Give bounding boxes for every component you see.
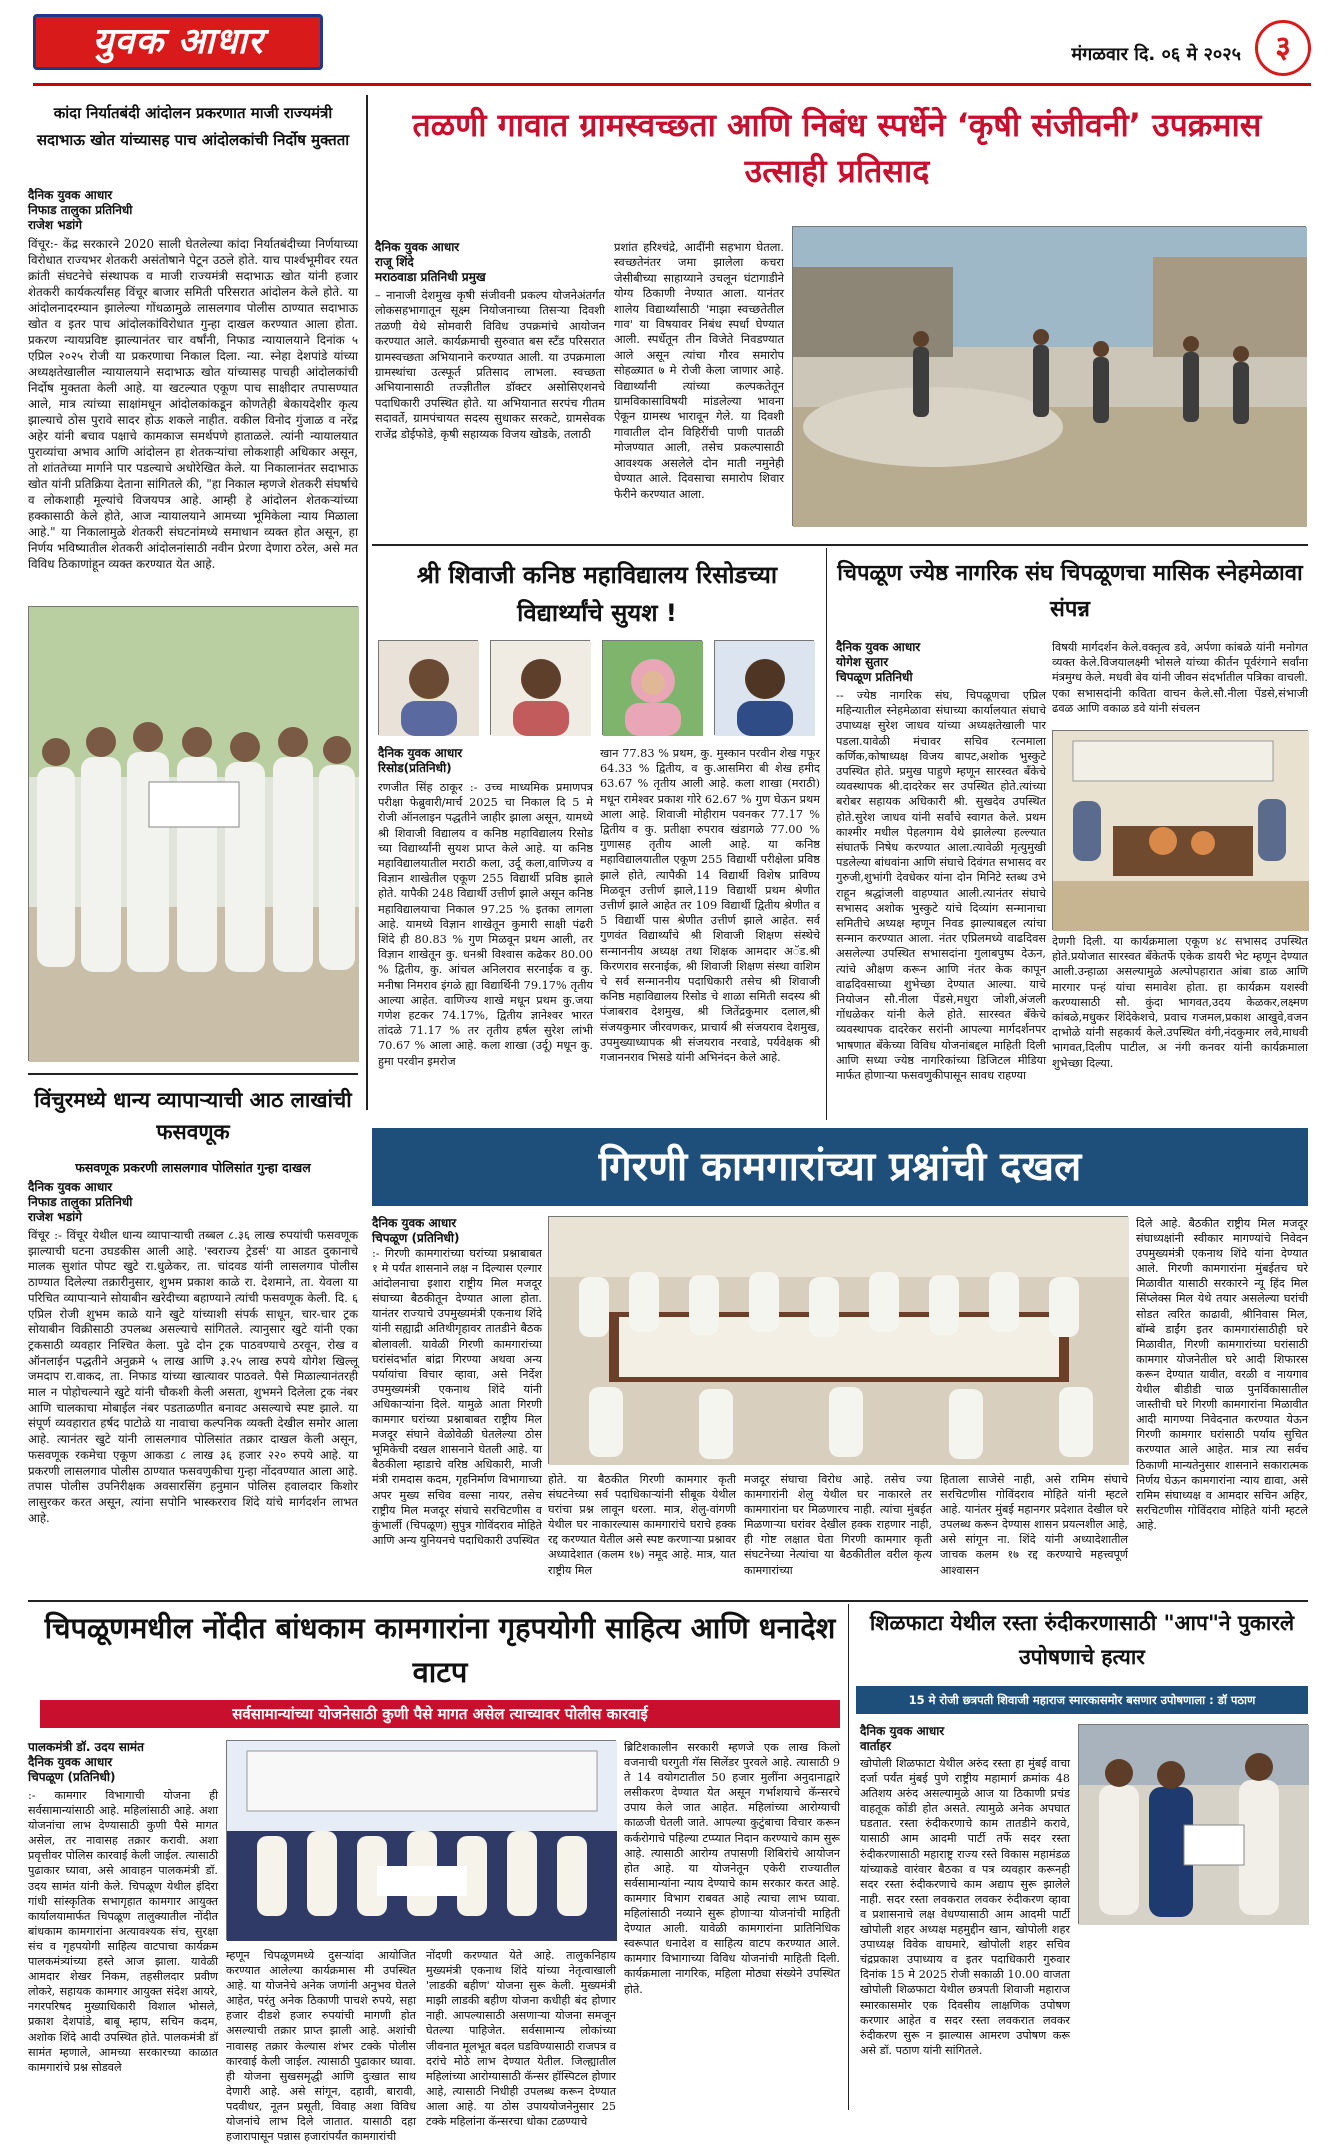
shivaji-body-1: रणजीत सिंह ठाकूर :- उच्च माध्यमिक प्रमाणपत्र परीक्षा फेब्रुवारी/मार्च 2025 चा निकाल दि 5 मे रोजी ऑनलाइन पद्धतीने जाहीर झाला असून, यामध्ये श्री शिवाजी विद्यालय व कनिष्ठ महाविद्यालय रिसोड च्या विद्यार्थ्यांनी सुयश प्राप्त केले आहे. या कनिष्ठ महाविद्यालयातील मराठी कला, उर्दू कला,वाणिज्य व विज्ञान शाखेतील एकूण 255 विद्यार्थी प्रविष्ठ झाले होते. यापैकी 248 विद्यार्थी उत्तीर्ण झाले असून कनिष्ठ महाविद्यालयाचा निकाल 97.25 % इतका लागला आहे. यामध्ये विज्ञान शाखेतून कुमारी साक्षी पंढरी शिंदे ही 80.83 % गुण मिळवून प्रथम आली, तर विज्ञान शाखेतून कु. धनश्री विश्वास कढेकर 80.00 % द्वितीय, कु. आंचल अनिलराव सरनाईक व कु. मनीषा निमराव इंगळे ह्या विद्यार्थिनी 79.17% तृतीय आल्या आहेत. वाणिज्य शाखे मधून प्रथम कु.जया गणेश हटकर 74.17%, द्वितीय ज्ञानेश्वर भारत तांदळे 71.17 % तर तृतीय हर्षल सुरेश लांभी 70.67 % आला आहे. कला शाखा (उर्दू) मधून कु. हुमा परवीन इमरोज [378, 781, 593, 1068]
student-3-image [603, 641, 703, 736]
girni-body-5: दिले आहे. बैठकीत राष्ट्रीय मिल मजदूर संघाध्यक्षांनी स्वीकार मागण्यांचे निवेदन उपमुख्यमंत्री एकनाथ शिंदे यांना देण्यात आले. गिरणी कामगारांना मुंबईतच घरे मिळावीत यासाठी सरकारने न्यू हिंद मिल सिंप्लेक्स मिल येथे तयार असलेल्या घरांची सोडत त्वरित काढावी, श्रीनिवास मिल, बॉम्बे डाईंग इतर कामगारांसाठीही घरे मिळावीत, गिरणी कामगारांच्या घरांसाठी कामगार योजनेतील घरे आदी शिफारस करून देण्यात यावीत, वरळी व नायगाव येथील बीडीडी चाळ पुनर्विकासातील जास्तीची घरे गिरणी कामगारांना मिळावीत आदी मागण्या निवेदनात करण्यात येऊन गिरणी कामगार घरांसाठी पर्याय सुचित करण्यात आले आहेत. मात्र त्या सर्वच ठिकाणी मान्यतेनुसार शासनाने सकारात्मक निर्णय घेऊन कामगारांना न्याय द्यावा, असे रामिम संघाध्यक्ष व आमदार सचिन अहिर, सरचिटणीस गोविंदराव मोहिते यांनी म्हटले आहे. [1136, 1217, 1308, 1532]
shilphata-headline: शिळफाटा येथील रस्ता रुंदीकरणासाठी "आप"ने पुकारले उपोषणाचे हत्यार [869, 1611, 1295, 1669]
talani-byline: दैनिक युवक आधार राजू शिंदे मराठवाडा प्रतिनिधी प्रमुख [375, 240, 486, 284]
student-photo-1 [378, 640, 478, 735]
chiplun-bandhkam-headline: चिपळूणमधील नोंदीत बांधकाम कामगारांना गृहपयोगी साहित्य आणि धनादेश वाटप [44, 1611, 836, 1689]
group-photo [28, 606, 358, 1061]
girni-body-1: :- गिरणी कामगारांच्या घरांच्या प्रश्नाबाबत १ मे पर्यंत शासनाने लक्ष न दिल्यास एल्गार आंदोलनाचा इशारा राष्ट्रीय मिल मजदूर संघाच्या बैठकीतून देण्यात आला होता. यानंतर राज्याचे उपमुख्यमंत्री एकनाथ शिंदे यांनी सह्याद्री अतिथीगृहावर तातडीने बैठक बोलावली. यावेळी गिरणी कामगारांच्या घरांसंदर्भात बांद्रा गिरण्या अथवा अन्य पर्यायांचा विचार व्हावा, असे निर्देश उपमुख्यमंत्री एकनाथ शिंदे यांनी अधिकाऱ्यांना दिले. यामुळे आता गिरणी कामगार घरांच्या प्रश्नाबाबत राष्ट्रीय मिल मजदूर संघाने वेळोवेळी घेतलेल्या ठोस भूमिकेची दखल शासनाने घेतली आहे. या बैठकीला म्हाडाचे वरिष्ठ अधिकारी, माजी मंत्री रामदास कदम, गृहनिर्माण विभागाच्या अपर मुख्य सचिव वल्सा नायर, तसेच राष्ट्रीय मिल मजदूर संघाचे सरचिटणीस व कुंभार्ली (चिपळूण) सुपुत्र गोविंदराव मोहिते आणि अन्य युनियनचे पदाधिकारी उपस्थित [372, 1247, 542, 1547]
girni-body-2: होते. या बैठकीत गिरणी कामगार कृती संघटनेच्या सर्व पदाधिकाऱ्यांनी सीबूक येथील घरांचा प्रश्न लावून धरला. मात्र, शेलु-वांगणी येथील घर नाकारल्यास कामगारांचे घराचे हक्क रद्द करण्यात येतील असे स्पष्ट करणाऱ्या प्रश्नावर अध्यादेशात (कलम १७) नमूद आहे. मात्र, यात राष्ट्रीय मिल [548, 1473, 736, 1577]
girni-headline: गिरणी कामगारांच्या प्रश्नांची दखल [372, 1128, 1308, 1206]
girni-body-4: हिताला साजेसे नाही, असे रामिम संघाचे सरचिटणीस गोविंदराव मोहिते यांनी म्हटले आहे. यानंतर मुंबई महानगर प्रदेशात देखील घरे उपलब्ध करून देण्यास शासन प्रयत्नशील आहे, असे सांगून ना. शिंदे यांनी अध्यादेशातील जाचक कलम १७ रद्द करण्याचे महत्त्वपूर्ण आश्वासन [940, 1473, 1128, 1577]
student-photo-3 [602, 640, 702, 735]
talani-body-1: – नानाजी देशमुख कृषी संजीवनी प्रकल्प योजनेअंतर्गत लोकसहभागातून सूक्ष्म नियोजनाच्या तिसऱ्या दिवशी तळणी येथे सोमवारी विविध उपक्रमांचे आयोजन करण्यात आले. कार्यक्रमाची सुरुवात बस स्टँड परिसरात ग्रामस्वच्छता अभियानाने करण्यात आली. या उपक्रमाला ग्रामस्थांचा उत्स्फूर्त प्रतिसाद लाभला. स्वच्छता अभियानासाठी तज्ज्ञीतील डॉक्टर असोसिएशनचे पदाधिकारी उपस्थित होते. या अभियानात सरपंच गीतम सदावर्ते, ग्रामपंचायत सदस्य सुधाकर सरकटे, ग्रामसेवक राजेंद्र डोईफोडे, कृषी सहाय्यक विजय खोडके, तलाठी [375, 288, 605, 441]
shilphata-memorandum-photo [1078, 1724, 1308, 1924]
page-number: ३ [1255, 20, 1311, 76]
chiplun-bandhkam-body-1: :- कामगार विभागाची योजना ही सर्वसामान्यांसाठी आहे. महिलांसाठी आहे. अशा योजनांचा लाभ देण्यासाठी कुणी पैसे मागत असेल, तर नावासह तक्रार करावी. अशा प्रवृत्तीवर पोलिस कारवाई केली जाईल. त्यासाठी पुढाकार घ्यावा, असे आवाहन पालकमंत्री डॉ. उदय सामंत यांनी केले. चिपळूण येथील इंदिरा गांधी सांस्कृतिक सभागृहात कामगार आयुक्त कार्यालयामार्फत चिपळूण तालुक्यातील नोंदीत बांधकाम कामगारांना अत्यावश्यक संच, सुरक्षा संच व गृहपयोगी साहित्य वाटपाचा कार्यक्रम पालकमंत्र्यांच्या हस्ते आज झाला. यावेळी आमदार शेखर निकम, तहसीलदार प्रवीण लोकरे, सहायक कामगार आयुक्त संदेश आयरे, नगरपरिषद मुख्याधिकारी विशाल भोसले, प्रकाश देशपांडे, बाबू म्हाप, सचिन कदम, अशोक शिंदे आदी उपस्थित होते. पालकमंत्री डॉ सामंत म्हणाले, आमच्या सरकारच्या काळात कामगारांचे प्रश्न सोडवले [28, 1789, 218, 2074]
girni-meeting-photo [548, 1216, 1128, 1464]
vinchur-fraud-headline: विंचुरमध्ये धान्य व्यापाऱ्याची आठ लाखांची फसवणूक [34, 1088, 352, 1144]
newspaper-logo: युवक आधार [33, 14, 323, 70]
vinchur-fraud-body: विंचूर :- विंचूर येथील धान्य व्यापाऱ्याची तब्बल ८.३६ लाख रुपयांची फसवणूक झाल्याची घटना उघडकीस आली आहे. 'स्वराज्य ट्रेडर्स' या आडत दुकानाचे मालक सुशांत पोपट खुटे रा.धुळेकर, ता. चांदवड यांनी लासलगाव पोलीस ठाण्यात दिलेल्या तक्रारीनुसार, शुभम प्रकाश काळे रा. देशमाने, ता. येवला या परिचित व्यापाऱ्याने सोयाबीन खरेदीच्या बहाण्याने त्यांची फसवणूक केली. दि. ६ एप्रिल रोजी शुभम काळे याने खुटे यांच्याशी संपर्क साधून, चार-चार ट्रक सोयाबीन विक्रीसाठी उपलब्ध असल्याचे सांगितले. त्यानुसार खुटे यांनी एका ट्रकसाठी व्यवहार निश्चित केला. पुढे दोन ट्रक पाठवण्याचे ठरवून, रोख व ऑनलाईन पद्धतीने अनुक्रमे ५ लाख आणि ३.२५ लाख रुपये योगेश खिल्लू जमदाप रा.वाकद, ता. निफाड यांच्या खात्यावर पाठवले. पैसे मिळाल्यानंतरही माल न पोहोचल्याने खुटे यांनी चौकशी केली असता, शुभमने दिलेला ट्रक नंबर आणि चालकाचा मोबाईल नंबर पडताळणीत बनावट असल्याचे स्पष्ट झाले. या संपूर्ण व्यवहारात हर्षद पाटोळे या नावाचा कल्पनिक व्यक्ती देखील समोर आला आहे. त्यानंतर खुटे यांनी लासलगाव पोलिसांत तक्रार दाखल केली असून, फसवणूक रकमेचा एकूण आकडा ८ लाख ३६ हजार २२० रुपये आहे. या प्रकरणी लासलगाव पोलीस ठाण्यात फसवणुकीचा गुन्हा नोंदवण्यात आला आहे. तपास पोलीस उपनिरीक्षक अवसारसिंग हनुमान पोलिस हवालदार किशोर लासुरकर करत असून, त्यांना सपोनि भास्करराव शिंदे यांचे मार्गदर्शन लाभत आहे. [28, 1228, 358, 1525]
student-2-image [491, 641, 591, 736]
student-photo-2 [490, 640, 590, 735]
girni-byline: दैनिक युवक आधार चिपळूण (प्रतिनिधी) [372, 1216, 460, 1245]
jyeshtha-meeting-photo [1052, 730, 1308, 930]
student-1-image [379, 641, 479, 736]
kanda-byline: दैनिक युवक आधार निफाड तालुका प्रतिनिधी राजेश भडांगे [28, 188, 133, 232]
talani-cleaning-photo [792, 226, 1306, 526]
chiplun-bandhkam-body-3: नोंदणी करण्यात येते आहे. तालुकनिहाय मुख्यमंत्री एकनाथ शिंदे यांच्या नेतृत्वाखाली 'लाडकी बहीण' योजना सुरू केली. मुख्यमंत्री माझी लाडकी बहीण योजना कधीही बंद होणार नाही. आपल्यासाठी असणाऱ्या योजना समजून घेतल्या पाहिजेत. सर्वसामान्य लोकांच्या जीवनात मूलभूत बदल घडविण्यासाठी राजपत्र व दरांचे मोठे लाभ देण्यात येतील. जिल्ह्यातील महिलांच्या आरोग्यासाठी कॅन्सर हॉस्पिटल होणार आहे, त्यासाठी निधीही उपलब्ध करून देण्यात आला आहे. या ठोस उपाययोजनेनुसार 25 टक्के महिलांना कॅन्सरचा धोका टळण्याचे [426, 1949, 616, 2129]
shilphata-byline: दैनिक युवक आधार वार्ताहर [860, 1724, 945, 1753]
issue-date: मंगळवार दि. ०६ मे २०२५ [1071, 44, 1241, 65]
vinchur-fraud-byline: दैनिक युवक आधार निफाड तालुका प्रतिनिधी राजेश भडांगे [28, 1180, 133, 1224]
student-4-image [715, 641, 815, 736]
shivaji-body-2: खान 77.83 % प्रथम, कु. मुस्कान परवीन शेख गफूर 64.33 % द्वितीय, व कु.आसमिरा बी शेख हमीद 63.67 % तृतीय आली आहे. कला शाखा (मराठी) मधून रामेश्वर प्रकाश गोरे 62.67 % गुण घेऊन प्रथम आला आहे. शिवाजी मोहीराम पवनकर 77.17 % द्वितीय व कु. प्रतीक्षा रुपराव खंडागळे 77.00 % गुणासह तृतीय आली आहे. या कनिष्ठ महाविद्यालयातील एकूण 255 विद्यार्थी परीक्षेला प्रविष्ठ झाले होते, त्यापैकी 14 विद्यार्थी विशेष प्राविण्य मिळवून उत्तीर्ण झाले,119 विद्यार्थी प्रथम श्रेणीत उत्तीर्ण झाले आहेत तर 109 विद्यार्थी द्वितीय श्रेणीत व 5 विद्यार्थी पास श्रेणीत उत्तीर्ण झाले आहेत. सर्व गुणवंत विद्यार्थ्यांचे श्री शिवाजी शिक्षण संस्थेचे सन्माननीय अध्यक्ष तथा शिक्षक आमदार अॅड.श्री किरणराव सरनाईक, श्री शिवाजी शिक्षण संस्था वाशिम चे सर्व सन्माननीय पदाधिकारी तसेच श्री शिवाजी कनिष्ठ महाविद्यालय रिसोड चे शाळा समिती सदस्य श्री पंजाबराव देशमुख, श्री जितेंद्रकुमार दलाल,श्री संजयकुमार जीरवणकर, प्राचार्य श्री संजयराव देशमुख, उपमुख्याध्यापक श्री संजयराव नरवाडे, पर्यवेक्षक श्री गजाननराव भिसडे यांनी अभिनंदन केले आहे. [600, 747, 820, 1065]
chiplun-jyeshtha-byline: दैनिक युवक आधार योगेश सुतार चिपळूण प्रतिनिधी [836, 640, 921, 684]
kanda-body: विंचूर:- केंद्र सरकारने 2020 साली घेतलेल्या कांदा निर्यातबंदीच्या निर्णयाच्या विरोधात राज्यभर शेतकरी असंतोषाने पेटून उठले होते. याच पार्श्वभूमीवर रयत क्रांती संघटनेचे संस्थापक व माजी राज्यमंत्री सदाभाऊ खोत यांनी हजार शेतकरी कार्यकर्त्यांसह विंचूर बाजार समिती परिसरात आंदोलन केले होते. या आंदोलनादरम्यान झालेल्या गोंधळामुळे लासलगाव पोलीस ठाण्यात सदाभाऊ खोत व इतर पाच आंदोलकांविरोधात गुन्हा दाखल करण्यात आला होता. प्रकरण न्यायप्रविष्ट झाल्यानंतर चार वर्षांनी, निफाड न्यायालयाने दिनांक ५ एप्रिल २०२५ रोजी या प्रकरणाचा निकाल दिला. न्या. स्नेहा देशपांडे यांच्या अध्यक्षतेखालील न्यायालयाने सदाभाऊ खोत यांच्यासह पाचही आंदोलकांची निर्दोष मुक्तता केली आहे. या खटल्यात एकूण पाच साक्षीदार तपासण्यात आले, मात्र त्यांच्या साक्षांमधून आंदोलकांकडून कोणतेही बेकायदेशीर कृत्य झाल्याचे ठोस पुरावे सादर होऊ शकले नाहीत. वकील विनोद गुंजाळ व नरेंद्र अहेर यांनी बचाव पक्षाचे कामकाज समर्थपणे हाताळले. त्यांनी न्यायालयात पुराव्यांचा अभाव आणि आंदोलन हा शेतकऱ्यांचा लोकशाही अधिकार असून, तो शांततेच्या मार्गाने पार पडल्याचे अधोरेखित केले. या निकालानंतर सदाभाऊ खोत यांनी प्रतिक्रिया देताना सांगितले की, "हा निकाल म्हणजे शेतकरी संघर्षाचे व लोकशाही मूल्यांचे विजयपत्र आहे. आम्ही हे आंदोलन शेतकऱ्यांच्या हक्कासाठी केले होते, आज न्यायालयाने आमच्या भूमिकेला न्याय मिळाला आहे." या निकालामुळे शेतकरी संघटनांमध्ये समाधान व्यक्त होत असून, हा निर्णय भविष्यातील शेतकरी आंदोलनांसाठी नवीन प्रेरणा देणारा ठरेल, असे मत विविध ठिकाणांहून व्यक्त करण्यात येत आहे. [28, 237, 358, 571]
talani-body-2: प्रशांत हरिश्चंद्रे, आदींनी सहभाग घेतला. स्वच्छतेनंतर जमा झालेला कचरा जेसीबीच्या साहाय्याने उचलून घंटागाडीने योग्य ठिकाणी नेण्यात आला. यानंतर शालेय विद्यार्थ्यांसाठी 'माझा स्वच्छतेतील गाव' या विषयावर निबंध स्पर्धा घेण्यात आली. स्पर्धेतून तीन विजेते निवडण्यात आले असून त्यांचा गौरव समारोप सोहळ्यात ७ मे रोजी केला जाणार आहे. विद्यार्थ्यांनी त्यांच्या कल्पकतेतून ग्रामविकासाविषयी मांडलेल्या भावना ऐकून ग्रामस्थ भारावून गेले. या दिवशी गावातील दोन विहिरींची पाणी पातळी मोजण्यात आली, तसेच प्रकल्पासाठी आवश्यक असलेले दोन माती नमुनेही घेण्यात आले. दिवसाचा समारोप शिवार फेरीने करण्यात आला. [614, 240, 784, 501]
kanda-headline: कांदा निर्यातबंदी आंदोलन प्रकरणात माजी राज्यमंत्री सदाभाऊ खोत यांच्यासह पाच आंदोलकांची निर्दोष मुक्तता [36, 104, 350, 149]
chiplun-jyeshtha-headline: चिपळूण ज्येष्ठ नागरिक संघ चिपळूणचा मासिक स्नेहमेळावा संपन्न [837, 561, 1303, 622]
shilphata-banner: 15 मे रोजी छत्रपती शिवाजी महाराज स्मारकासमोर बसणार उपोषणाला : डॉ पठाण [856, 1686, 1308, 1714]
chiplun-bandhkam-byline: पालकमंत्री डॉ. उदय सामंत दैनिक युवक आधार चिपळूण (प्रतिनिधी) [28, 1740, 144, 1784]
girni-body-3: मजदूर संघाचा विरोध आहे. तसेच ज्या कामगारांनी शेलु येथील घर नाकारले तर कामगारांना घर मिळणारच नाही. त्यांचा मुंबईत मिळणाऱ्या घरांवर देखील हक्क राहणार नाही, ही गोष्ट लक्षात घेता गिरणी कामगार कृती संघटनेच्या नेत्यांचा या बैठकीतील वरील कृत्य कामगारांच्या [744, 1473, 932, 1577]
shivaji-headline: श्री शिवाजी कनिष्ठ महाविद्यालय रिसोडच्या विद्यार्थ्यांचे सुयश ! [416, 561, 778, 627]
senior-citizen-meet-image [1053, 731, 1309, 931]
memorandum-handover-image [1079, 1725, 1309, 1925]
mill-workers-meeting-image [549, 1217, 1129, 1465]
chiplun-bandhkam-body-2: म्हणून चिपळूणमध्ये दुसऱ्यांदा आयोजित करण्यात आलेल्या कार्यक्रमास मी उपस्थित आहे. या योजनेचे अनेक जणांनी अनुभव घेतले आहेत, परंतु अनेक ठिकाणी पाचशे रुपये, सहा हजार दीडशे हजार रुपयांची मागणी होत असल्याची तक्रार प्राप्त झाली आहे. अशांची नावासह तक्रार केल्यास शंभर टक्के पोलीस कारवाई केली जाईल. त्यासाठी पुढाकार घ्यावा. ही योजना सुखसमृद्धी आणि दुःखात साथ देणारी आहे. असे सांगून, दहावी, बारावी, पदवीधर, नूतन प्रसूती, विवाह अशा विविध योजनांचे लाभ दिले जातात. यासाठी दहा हजारापासून पन्नास हजारांपर्यंत कामगारांची [226, 1949, 416, 2144]
vinchur-fraud-subhead: फसवणूक प्रकरणी लासलगाव पोलिसांत गुन्हा दाखल [75, 1160, 311, 1175]
chiplun-jyeshtha-body-1: -- ज्येष्ठ नागरिक संघ, चिपळूणचा एप्रिल महिन्यातील स्नेहमेळावा संघाच्या कार्यालयात संघाचे उपाध्यक्ष सुरेश जाधव यांच्या अध्यक्षतेखाली पार पडला.यावेळी मंचावर सचिव रत्नमाला कर्णिक,कोषाध्यक्ष विजय बापट,अशोक भुस्कुटे उपस्थित होते. प्रमुख पाहुणे म्हणून सारस्वत बँकेचे व्यवस्थापक श्री.दादरेकर सर उपस्थित होते.त्यांच्या बरोबर सहायक अधिकारी श्री. सुखदेव उपस्थित होते.सुरेश जाधव यांनी सर्वांचे स्वागत केले. प्रथम काश्मीर मधील पेहलगाम येथे झालेल्या हल्ल्यात संघातर्फे निषेध करण्यात आला.त्यावेळी मृत्युमुखी पडलेल्या बांधवांना आणि संघाचे दिवंगत सभासद वर गुरुजी,शुभांगी देवधेकर यांना दोन मिनिटे स्तब्ध उभे राहून श्रद्धांजली वाहण्यात आली.त्यानंतर संघाचे सभासद अशोक भुस्कुटे यांचे दिव्यांग सन्मानाचा समितीचे अध्यक्ष म्हणून निवड झाल्याबद्दल त्यांचा सन्मान करण्यात आला. नंतर एप्रिलमध्ये वाढदिवस असलेल्या उपस्थित सभासदांना गुलाबपुष्प देऊन, त्यांचे औक्षण करून आणि नंतर केक कापून वाढदिवसाच्या शुभेच्छा देण्यात आल्या. याचे नियोजन सौ.नीला पेंडसे,मधुरा जोशी,अंजली गोंधळेकर यांनी केले होते. सारस्वत बँकेचे व्यवस्थापक दादरेकर सरांनी आपल्या मार्गदर्शनपर भाषणात बँकेच्या विविध योजनांबद्दल माहिती दिली आणि सध्या ज्येष्ठ नागरिकांच्या डिजिटल मीडिया मार्फत होणाऱ्या फसवणुकीपासून सावध राहण्या [836, 689, 1046, 1083]
shivaji-byline: दैनिक युवक आधार रिसोड(प्रतिनिधी) [378, 746, 463, 775]
shilphata-body: खोपोली शिळफाटा येथील अरुंद रस्ता हा मुंबई वाचा दर्जा पर्यंत मुंबई पुणे राष्ट्रीय महामार्ग क्रमांक 48 अतिशय अरुंद असल्यामुळे आज या ठिकाणी प्रचंड वाहतूक कोंडी होत असते. त्यामुळे अनेक अपघात घडतात. रस्ता रुंदीकरणाचे काम तातडीने करावे, यासाठी आम आदमी पार्टी तर्फे सदर रस्ता रुंदीकरणासाठी महाराष्ट्र राज्य रस्ते विकास महामंडळ यांच्याकडे वारंवार बैठका व पत्र व्यवहार करूनही सदर रस्ता रुंदीकरणाचे काम अद्याप सुरू झालेले नाही. सदर रस्ता लवकरात लवकर रुंदीकरण व्हावा व प्रशासनाचे लक्ष वेधण्यासाठी आम आदमी पार्टी खोपोली शहर अध्यक्ष महमुद्दीन खान, खोपोली शहर उपाध्यक्ष विवेक वाघमारे, खोपोली शहर सचिव चंद्रप्रकाश उपाध्याय व इतर पदाधिकारी गुरुवार दिनांक 15 मे 2025 रोजी सकाळी 10.00 वाजता खोपोली शिळफाटा येथील छत्रपती शिवाजी महाराज स्मारकासमोर एक दिवसीय लाक्षणिक उपोषण करणार आहेत व सदर रस्ता लवकरात लवकर रुंदीकरण सुरू न झाल्यास आमरण उपोषण करू असे डॉ. पठाण यांनी सांगितले. [860, 1757, 1070, 2057]
student-photo-4 [714, 640, 814, 735]
workers-distribution-image [227, 1741, 617, 1941]
bandhkam-event-photo [226, 1740, 616, 1940]
group-photo-image [29, 607, 359, 1062]
chiplun-jyeshtha-body-3: देणगी दिली. या कार्यक्रमाला एकूण ४८ सभासद उपस्थित होते.प्रयोजात सारस्वत बँकेतर्फे एकेक डायरी भेट म्हणून देण्यात आली.उन्हाळा असल्यामुळे अल्पोपहारात आंबा डाळ आणि मारगार पन्हं यांचा समावेश होता. हा कार्यक्रम यशस्वी करण्यासाठी सौ. कुंदा भागवत,उदय केळकर,लक्ष्मण कांबळे,मधुकर शिंदेकेशचे, प्रवाच गजमल,प्रकाश आखुवे,वजन दाभोळे यांनी सहकार्य केले.उपस्थित वंगी,नंदकुमार लवे,माधवी भागवत,दिलीप पाटील, अ नंगी कनवर यांनी कार्यक्रमाला शुभेच्छा दिल्या. [1052, 935, 1308, 1070]
cleaning-drive-image [793, 227, 1307, 527]
talani-headline: तळणी गावात ग्रामस्वच्छता आणि निबंध स्पर्धेने ‘कृषी संजीवनी’ उपक्रमास उत्साही प्रतिसाद [412, 106, 1262, 190]
chiplun-bandhkam-banner: सर्वसामान्यांच्या योजनेसाठी कुणी पैसे मागत असेल त्याच्यावर पोलीस कारवाई [40, 1700, 840, 1728]
chiplun-jyeshtha-body-2: विषयी मार्गदर्शन केले.वक्तृत्व डवे, अर्पणा कांबळे यांनी मनोगत व्यक्त केले.विजयालक्ष्मी भोसले यांच्या कीर्तन पूर्वरंगाने सर्वांना मंत्रमुग्ध केले. मधवी बेव यांनी जीवन संदर्भातील पत्रिका वाचली. एका सभासदांनी कविता वाचन केले.सौ.नीला पेंडसे,संभाजी ढवळ आणि वकाळ डवे यांनी संचलन [1052, 641, 1308, 715]
chiplun-bandhkam-body-4: ब्रिटिशकालीन सरकारी म्हणजे एक लाख किलो वजनाची घरगुती गॅस सिलेंडर पुरवले आहे. त्यासाठी 9 ते 14 वयोगटातील 50 हजार मुलींना अनुदानाद्वारे लसीकरण देण्यात येत असून गर्भाशयाचे कॅन्सरचे उपाय केले जात आहेत. महिलांच्या आरोग्याची काळजी घेतली जाते. आपल्या कुटुंबाचा विचार करून कर्करोगाचे पहिल्या टप्प्यात निदान करण्याचे काम सुरू आहे. त्यासाठी आरोग्य तपासणी शिबिरांचे आयोजन होत आहे. या योजनेतून एकेरी राज्यातील सर्वसामान्यांना न्याय देण्याचे काम सरकार करत आहे. कामगार विभाग राबवत आहे त्याचा लाभ घ्यावा. महिलांसाठी नव्याने सुरू होणाऱ्या योजनांची माहिती देण्यात आली. यावेळी कामगारांना प्रातिनिधिक स्वरूपात धनादेश व साहित्य वाटप करण्यात आले. कामगार विभागाच्या विविध योजनांची माहिती दिली. कार्यक्रमाला नागरिक, महिला मोठ्या संख्येने उपस्थित होते. [624, 1741, 840, 1996]
masthead [33, 6, 1311, 86]
